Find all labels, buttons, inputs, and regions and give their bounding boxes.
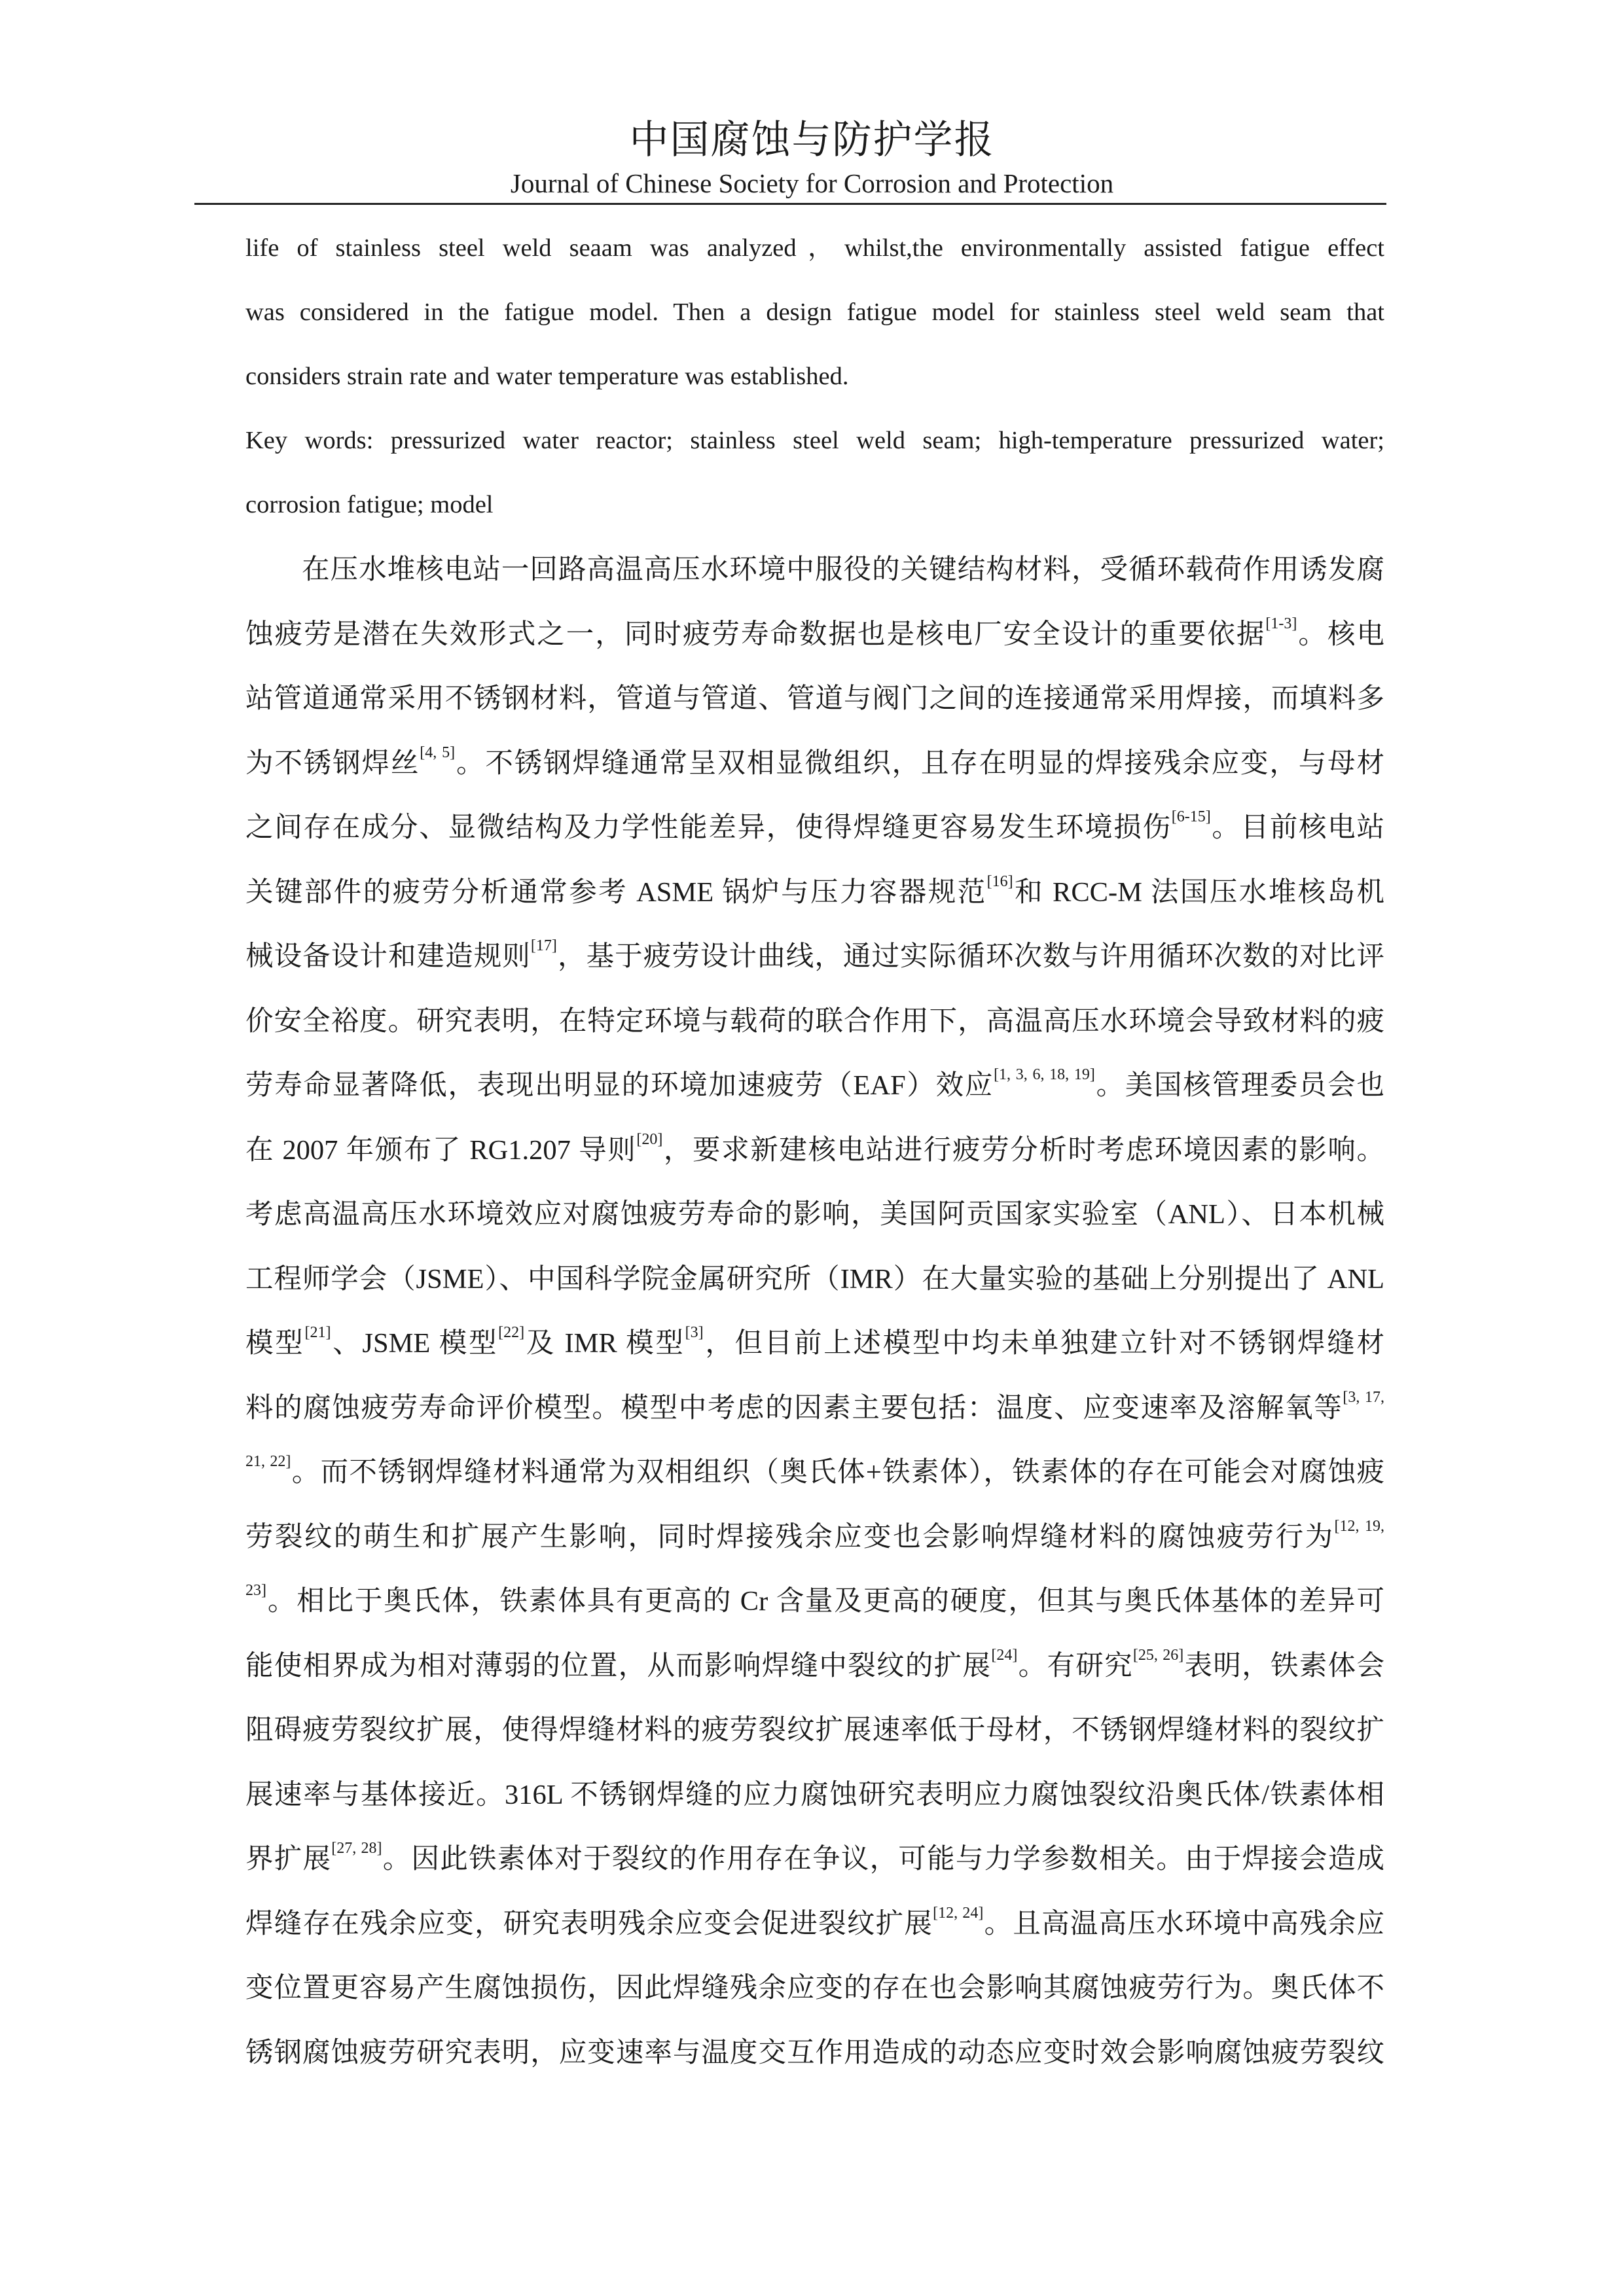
body-line <box>245 538 1384 603</box>
abstract-line: considers strain rate and water temperature was established. <box>245 363 849 390</box>
body-text: 能使相界成为相对薄弱的位置，从而影响焊缝中裂纹的扩展 <box>245 1650 992 1681</box>
body-text: 。不锈钢焊缝通常呈双相显微组织，且存在明显的焊接残余应变，与母材 <box>455 747 1384 779</box>
abstract-line: life of stainless steel weld seaam was analyzed，whilst,the environmentally assisted fatigue effect <box>245 234 1384 262</box>
body-text: 阻碍疲劳裂纹扩展，使得焊缝材料的疲劳裂纹扩展速率低于母材，不锈钢焊缝材料的裂纹扩 <box>245 1715 1384 1746</box>
body-text: 价安全裕度。研究表明，在特定环境与载荷的联合作用下，高温高压水环境会导致材料的疲 <box>245 1005 1384 1037</box>
keywords-line: Key words: pressurized water reactor; stainless steel weld seam; high-temperature pressurized water; <box>245 427 1384 454</box>
body-text: 劳寿命显著降低，表现出明显的环境加速疲劳（EAF）效应 <box>245 1070 994 1101</box>
citation-ref: [1-3] <box>1265 615 1297 632</box>
citation-ref: [20] <box>636 1130 663 1148</box>
body-line <box>245 1441 1384 1505</box>
citation-ref: [1, 3, 6, 18, 19] <box>994 1066 1095 1084</box>
body-text: 。且高温高压水环境中高残余应 <box>983 1908 1384 1939</box>
body-text: 在 2007 年颁布了 RG1.207 导则 <box>245 1134 637 1166</box>
citation-ref: [17] <box>530 937 557 955</box>
body-text: 模型 <box>245 1328 305 1359</box>
body-text: 。相比于奥氏体，铁素体具有更高的 Cr 含量及更高的硬度，但其与奥氏体基体的差异可 <box>266 1586 1384 1617</box>
citation-ref: [3, 17, <box>1343 1388 1384 1406</box>
body-text: 变位置更容易产生腐蚀损伤，因此焊缝残余应变的存在也会影响其腐蚀疲劳行为。奥氏体不 <box>245 1973 1384 2003</box>
body-line <box>245 1312 1384 1376</box>
citation-ref: [24] <box>991 1646 1018 1664</box>
body-text: 展速率与基体接近。316L 不锈钢焊缝的应力腐蚀研究表明应力腐蚀裂纹沿奥氏体/铁素体相 <box>245 1779 1384 1810</box>
body-text: 及 IMR 模型 <box>524 1328 685 1359</box>
citation-ref: [12, 24] <box>933 1904 984 1922</box>
body-text: 。美国核管理委员会也 <box>1094 1070 1384 1101</box>
citation-ref: [25, 26] <box>1132 1646 1184 1664</box>
citation-ref: 21, 22] <box>245 1453 291 1471</box>
citation-ref: [3] <box>685 1324 704 1342</box>
citation-ref: 23] <box>245 1582 266 1600</box>
keywords-line: corrosion fatigue; model <box>245 491 494 518</box>
body-text: 考虑高温高压水环境效应对腐蚀疲劳寿命的影响，美国阿贡国家实验室（ANL）、日本机械 <box>245 1199 1384 1230</box>
introduction-paragraph <box>245 538 1384 2085</box>
body-text: 。有研究 <box>1017 1650 1133 1681</box>
abstract-line: was considered in the fatigue model. Then a design fatigue model for stainless steel weld seam that <box>245 298 1384 326</box>
body-text: 在压水堆核电站一回路高温高压水环境中服役的关键结构材料，受循环载荷作用诱发腐 <box>302 554 1384 585</box>
body-line <box>245 1956 1384 2021</box>
body-text: 焊缝存在残余应变，研究表明残余应变会促进裂纹扩展 <box>245 1908 933 1939</box>
citation-ref: [12, 19, <box>1334 1517 1384 1535</box>
body-line <box>245 1183 1384 1247</box>
body-line <box>245 1698 1384 1763</box>
body-text: ，但目前上述模型中均未单独建立针对不锈钢焊缝材 <box>703 1328 1384 1359</box>
body-line <box>245 2021 1384 2086</box>
body-line <box>245 1763 1384 1828</box>
body-line <box>245 1827 1384 1892</box>
body-text: 界扩展 <box>245 1844 332 1874</box>
journal-title-english: Journal of Chinese Society for Corrosion and Protection <box>510 168 1114 198</box>
citation-ref: [16] <box>986 872 1013 890</box>
body-line <box>245 1119 1384 1183</box>
body-text: 。而不锈钢焊缝材料通常为双相组织（奥氏体+铁素体），铁素体的存在可能会对腐蚀疲 <box>291 1457 1384 1488</box>
body-line <box>245 861 1384 925</box>
body-line <box>245 667 1384 732</box>
body-line <box>245 732 1384 797</box>
journal-title-chinese: 中国腐蚀与防护学报 <box>629 118 995 162</box>
body-text: 为不锈钢焊丝 <box>245 747 420 779</box>
body-text: 、JSME 模型 <box>331 1328 499 1359</box>
body-text: 。核电 <box>1297 619 1384 650</box>
body-text: 站管道通常采用不锈钢材料，管道与管道、管道与阀门之间的连接通常采用焊接，而填料多 <box>245 683 1384 714</box>
body-text: 锈钢腐蚀疲劳研究表明，应变速率与温度交互作用造成的动态应变时效会影响腐蚀疲劳裂纹 <box>245 2037 1384 2068</box>
body-text: ，要求新建核电站进行疲劳分析时考虑环境因素的影响。 <box>662 1134 1384 1166</box>
body-text: 。因此铁素体对于裂纹的作用存在争议，可能与力学参数相关。由于焊接会造成 <box>382 1844 1384 1874</box>
body-text: 劳裂纹的萌生和扩展产生影响，同时焊接残余应变也会影响焊缝材料的腐蚀疲劳行为 <box>245 1521 1335 1552</box>
body-text: 和 RCC-M 法国压水堆核岛机 <box>1013 876 1384 908</box>
body-line <box>245 1247 1384 1312</box>
body-text: 械设备设计和建造规则 <box>245 941 531 972</box>
body-text: 料的腐蚀疲劳寿命评价模型。模型中考虑的因素主要包括：温度、应变速率及溶解氧等 <box>245 1392 1343 1424</box>
body-line <box>245 925 1384 990</box>
body-line <box>245 1054 1384 1119</box>
body-line <box>245 603 1384 668</box>
body-line <box>245 1505 1384 1570</box>
citation-ref: [6-15] <box>1171 808 1211 826</box>
body-line <box>245 1570 1384 1634</box>
body-text: 。目前核电站 <box>1210 812 1384 843</box>
body-text: 蚀疲劳是潜在失效形式之一，同时疲劳寿命数据也是核电厂安全设计的重要依据 <box>245 619 1266 650</box>
body-text: 表明，铁素体会 <box>1183 1650 1384 1681</box>
body-line <box>245 990 1384 1054</box>
header-rule <box>194 203 1386 205</box>
body-text: 关键部件的疲劳分析通常参考 ASME 锅炉与压力容器规范 <box>245 876 987 908</box>
body-text: ，基于疲劳设计曲线，通过实际循环次数与许用循环次数的对比评 <box>556 941 1384 972</box>
body-text: 工程师学会（JSME）、中国科学院金属研究所（IMR）在大量实验的基础上分别提出了 ANL <box>245 1263 1384 1295</box>
english-abstract <box>245 216 1384 537</box>
body-line <box>245 1892 1384 1957</box>
citation-ref: [22] <box>498 1324 525 1342</box>
body-line <box>245 1634 1384 1699</box>
body-line <box>245 796 1384 861</box>
citation-ref: [4, 5] <box>420 744 456 761</box>
body-line <box>245 1376 1384 1441</box>
body-text: 之间存在成分、显微结构及力学性能差异，使得焊缝更容易发生环境损伤 <box>245 812 1172 843</box>
citation-ref: [27, 28] <box>331 1840 382 1857</box>
citation-ref: [21] <box>304 1324 331 1342</box>
